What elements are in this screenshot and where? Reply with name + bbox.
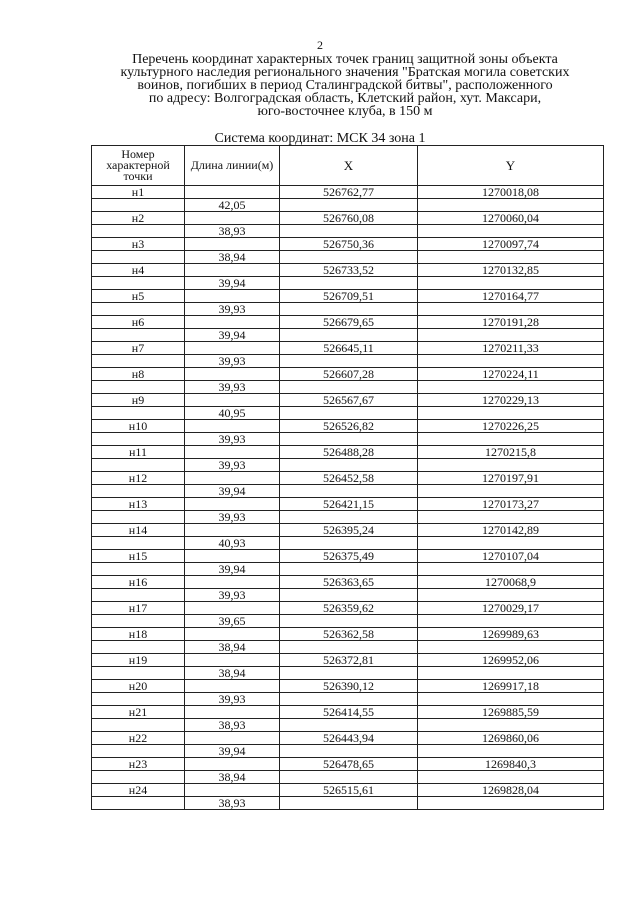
page-number: 2 bbox=[317, 38, 323, 52]
empty-y bbox=[418, 641, 604, 654]
empty-length bbox=[185, 342, 280, 355]
empty-y bbox=[418, 589, 604, 602]
empty-length bbox=[185, 368, 280, 381]
empty-y bbox=[418, 667, 604, 680]
empty-x bbox=[280, 433, 418, 446]
length-row bbox=[92, 589, 604, 602]
point-name: н11 bbox=[92, 446, 185, 459]
empty-length bbox=[185, 706, 280, 719]
point-name: н19 bbox=[92, 654, 185, 667]
point-y: 1269860,06 bbox=[418, 732, 604, 745]
line-length: 39,94 bbox=[185, 329, 280, 342]
point-row bbox=[92, 524, 604, 537]
empty-point bbox=[92, 485, 185, 498]
empty-point bbox=[92, 563, 185, 576]
point-name: н6 bbox=[92, 316, 185, 329]
point-y: 1270097,74 bbox=[418, 238, 604, 251]
point-y: 1269840,3 bbox=[418, 758, 604, 771]
point-row bbox=[92, 290, 604, 303]
length-row bbox=[92, 329, 604, 342]
empty-length bbox=[185, 628, 280, 641]
point-y: 1269828,04 bbox=[418, 784, 604, 797]
length-row bbox=[92, 355, 604, 368]
empty-y bbox=[418, 277, 604, 290]
point-name: н20 bbox=[92, 680, 185, 693]
empty-point bbox=[92, 277, 185, 290]
point-row bbox=[92, 784, 604, 797]
line-length: 39,93 bbox=[185, 589, 280, 602]
empty-x bbox=[280, 381, 418, 394]
empty-y bbox=[418, 251, 604, 264]
empty-point bbox=[92, 745, 185, 758]
empty-point bbox=[92, 381, 185, 394]
empty-y bbox=[418, 537, 604, 550]
empty-length bbox=[185, 550, 280, 563]
length-row bbox=[92, 771, 604, 784]
point-name: н22 bbox=[92, 732, 185, 745]
point-row bbox=[92, 576, 604, 589]
empty-length bbox=[185, 394, 280, 407]
empty-length bbox=[185, 680, 280, 693]
empty-length bbox=[185, 472, 280, 485]
empty-point bbox=[92, 719, 185, 732]
line-length: 39,94 bbox=[185, 277, 280, 290]
length-row bbox=[92, 537, 604, 550]
point-x: 526750,36 bbox=[280, 238, 418, 251]
length-row bbox=[92, 433, 604, 446]
empty-length bbox=[185, 602, 280, 615]
empty-x bbox=[280, 459, 418, 472]
title-line: по адресу: Волгоградская область, Клетский район, хут. Максари, bbox=[148, 91, 542, 106]
empty-point bbox=[92, 407, 185, 420]
point-row bbox=[92, 706, 604, 719]
empty-point bbox=[92, 199, 185, 212]
empty-point bbox=[92, 667, 185, 680]
point-row bbox=[92, 316, 604, 329]
length-row bbox=[92, 615, 604, 628]
point-y: 1270068,9 bbox=[418, 576, 604, 589]
point-row bbox=[92, 472, 604, 485]
point-row bbox=[92, 654, 604, 667]
line-length: 38,94 bbox=[185, 667, 280, 680]
point-x: 526515,61 bbox=[280, 784, 418, 797]
point-x: 526363,65 bbox=[280, 576, 418, 589]
point-name: н16 bbox=[92, 576, 185, 589]
point-x: 526526,82 bbox=[280, 420, 418, 433]
length-row bbox=[92, 407, 604, 420]
point-x: 526375,49 bbox=[280, 550, 418, 563]
empty-point bbox=[92, 797, 185, 810]
point-x: 526372,81 bbox=[280, 654, 418, 667]
empty-length bbox=[185, 290, 280, 303]
empty-y bbox=[418, 355, 604, 368]
point-x: 526390,12 bbox=[280, 680, 418, 693]
point-row bbox=[92, 420, 604, 433]
empty-x bbox=[280, 615, 418, 628]
empty-point bbox=[92, 303, 185, 316]
empty-y bbox=[418, 615, 604, 628]
point-row bbox=[92, 628, 604, 641]
empty-y bbox=[418, 381, 604, 394]
length-row bbox=[92, 485, 604, 498]
point-name: н23 bbox=[92, 758, 185, 771]
empty-point bbox=[92, 615, 185, 628]
length-row bbox=[92, 459, 604, 472]
point-x: 526762,77 bbox=[280, 186, 418, 199]
empty-x bbox=[280, 511, 418, 524]
empty-point bbox=[92, 433, 185, 446]
title-line: культурного наследия регионального значения "Братская могила советских bbox=[120, 65, 570, 80]
point-x: 526709,51 bbox=[280, 290, 418, 303]
length-row bbox=[92, 719, 604, 732]
empty-x bbox=[280, 719, 418, 732]
line-length: 39,93 bbox=[185, 303, 280, 316]
point-y: 1269989,63 bbox=[418, 628, 604, 641]
empty-length bbox=[185, 784, 280, 797]
empty-y bbox=[418, 459, 604, 472]
point-x: 526395,24 bbox=[280, 524, 418, 537]
point-row bbox=[92, 758, 604, 771]
point-row bbox=[92, 394, 604, 407]
length-row bbox=[92, 381, 604, 394]
empty-length bbox=[185, 238, 280, 251]
empty-length bbox=[185, 446, 280, 459]
empty-y bbox=[418, 433, 604, 446]
point-row bbox=[92, 212, 604, 225]
point-y: 1270229,13 bbox=[418, 394, 604, 407]
length-row bbox=[92, 277, 604, 290]
length-row bbox=[92, 693, 604, 706]
point-name: н21 bbox=[92, 706, 185, 719]
length-row bbox=[92, 745, 604, 758]
empty-x bbox=[280, 485, 418, 498]
empty-point bbox=[92, 511, 185, 524]
empty-length bbox=[185, 420, 280, 433]
point-row bbox=[92, 602, 604, 615]
empty-length bbox=[185, 498, 280, 511]
coordinate-system-label: Система координат: МСК 34 зона 1 bbox=[214, 131, 426, 146]
empty-x bbox=[280, 771, 418, 784]
header-length: Длина линии(м) bbox=[185, 146, 280, 186]
empty-length bbox=[185, 316, 280, 329]
empty-point bbox=[92, 355, 185, 368]
line-length: 39,93 bbox=[185, 511, 280, 524]
point-x: 526645,11 bbox=[280, 342, 418, 355]
point-row bbox=[92, 264, 604, 277]
point-row bbox=[92, 732, 604, 745]
empty-y bbox=[418, 485, 604, 498]
empty-point bbox=[92, 771, 185, 784]
empty-x bbox=[280, 355, 418, 368]
point-y: 1270018,08 bbox=[418, 186, 604, 199]
empty-y bbox=[418, 771, 604, 784]
length-row bbox=[92, 641, 604, 654]
point-y: 1270132,85 bbox=[418, 264, 604, 277]
title-line: юго-восточнее клуба, в 150 м bbox=[257, 104, 433, 119]
length-row bbox=[92, 251, 604, 264]
empty-length bbox=[185, 758, 280, 771]
point-name: н13 bbox=[92, 498, 185, 511]
line-length: 38,93 bbox=[185, 225, 280, 238]
empty-y bbox=[418, 199, 604, 212]
point-y: 1269952,06 bbox=[418, 654, 604, 667]
point-name: н10 bbox=[92, 420, 185, 433]
point-name: н12 bbox=[92, 472, 185, 485]
point-name: н1 bbox=[92, 186, 185, 199]
length-row bbox=[92, 199, 604, 212]
line-length: 42,05 bbox=[185, 199, 280, 212]
line-length: 39,65 bbox=[185, 615, 280, 628]
empty-x bbox=[280, 277, 418, 290]
title-line: Перечень координат характерных точек границ защитной зоны объекта bbox=[132, 52, 558, 67]
line-length: 38,94 bbox=[185, 771, 280, 784]
empty-y bbox=[418, 797, 604, 810]
point-row bbox=[92, 368, 604, 381]
point-y: 1270191,28 bbox=[418, 316, 604, 329]
empty-point bbox=[92, 329, 185, 342]
point-y: 1270211,33 bbox=[418, 342, 604, 355]
empty-y bbox=[418, 407, 604, 420]
empty-y bbox=[418, 745, 604, 758]
point-x: 526452,58 bbox=[280, 472, 418, 485]
point-y: 1269917,18 bbox=[418, 680, 604, 693]
point-y: 1270142,89 bbox=[418, 524, 604, 537]
point-name: н3 bbox=[92, 238, 185, 251]
point-name: н14 bbox=[92, 524, 185, 537]
point-name: н24 bbox=[92, 784, 185, 797]
empty-point bbox=[92, 225, 185, 238]
point-name: н2 bbox=[92, 212, 185, 225]
point-y: 1270060,04 bbox=[418, 212, 604, 225]
empty-length bbox=[185, 186, 280, 199]
empty-x bbox=[280, 641, 418, 654]
point-y: 1270173,27 bbox=[418, 498, 604, 511]
line-length: 40,95 bbox=[185, 407, 280, 420]
point-y: 1270226,25 bbox=[418, 420, 604, 433]
empty-length bbox=[185, 576, 280, 589]
document-title bbox=[95, 53, 595, 118]
line-length: 38,93 bbox=[185, 797, 280, 810]
empty-x bbox=[280, 303, 418, 316]
point-name: н15 bbox=[92, 550, 185, 563]
empty-x bbox=[280, 563, 418, 576]
line-length: 38,94 bbox=[185, 641, 280, 654]
empty-x bbox=[280, 537, 418, 550]
length-row bbox=[92, 303, 604, 316]
empty-point bbox=[92, 589, 185, 602]
point-name: н4 bbox=[92, 264, 185, 277]
point-y: 1270164,77 bbox=[418, 290, 604, 303]
point-y: 1270029,17 bbox=[418, 602, 604, 615]
line-length: 39,94 bbox=[185, 485, 280, 498]
point-row bbox=[92, 498, 604, 511]
empty-y bbox=[418, 225, 604, 238]
empty-x bbox=[280, 407, 418, 420]
empty-x bbox=[280, 693, 418, 706]
empty-length bbox=[185, 264, 280, 277]
point-row bbox=[92, 186, 604, 199]
length-row bbox=[92, 563, 604, 576]
empty-length bbox=[185, 212, 280, 225]
point-x: 526607,28 bbox=[280, 368, 418, 381]
empty-y bbox=[418, 719, 604, 732]
empty-point bbox=[92, 693, 185, 706]
line-length: 39,94 bbox=[185, 745, 280, 758]
table-body bbox=[92, 186, 604, 810]
point-x: 526733,52 bbox=[280, 264, 418, 277]
empty-y bbox=[418, 511, 604, 524]
coordinates-table bbox=[91, 145, 604, 810]
point-y: 1270197,91 bbox=[418, 472, 604, 485]
point-x: 526478,65 bbox=[280, 758, 418, 771]
empty-length bbox=[185, 654, 280, 667]
point-name: н5 bbox=[92, 290, 185, 303]
point-row bbox=[92, 680, 604, 693]
length-row bbox=[92, 225, 604, 238]
point-y: 1270107,04 bbox=[418, 550, 604, 563]
header-point: Номер характерной точки bbox=[92, 146, 185, 186]
empty-point bbox=[92, 537, 185, 550]
point-x: 526359,62 bbox=[280, 602, 418, 615]
point-name: н8 bbox=[92, 368, 185, 381]
point-x: 526679,65 bbox=[280, 316, 418, 329]
point-name: н17 bbox=[92, 602, 185, 615]
empty-point bbox=[92, 251, 185, 264]
line-length: 38,94 bbox=[185, 251, 280, 264]
point-y: 1270215,8 bbox=[418, 446, 604, 459]
line-length: 39,93 bbox=[185, 693, 280, 706]
line-length: 39,93 bbox=[185, 381, 280, 394]
empty-x bbox=[280, 797, 418, 810]
title-line: воинов, погибших в период Сталинградской битвы", расположенного bbox=[137, 78, 553, 93]
empty-x bbox=[280, 225, 418, 238]
empty-y bbox=[418, 303, 604, 316]
empty-length bbox=[185, 732, 280, 745]
empty-y bbox=[418, 563, 604, 576]
empty-x bbox=[280, 251, 418, 264]
point-x: 526567,67 bbox=[280, 394, 418, 407]
empty-x bbox=[280, 329, 418, 342]
point-name: н7 bbox=[92, 342, 185, 355]
line-length: 39,94 bbox=[185, 563, 280, 576]
point-x: 526421,15 bbox=[280, 498, 418, 511]
point-x: 526362,58 bbox=[280, 628, 418, 641]
empty-length bbox=[185, 524, 280, 537]
empty-x bbox=[280, 199, 418, 212]
point-row bbox=[92, 342, 604, 355]
point-row bbox=[92, 238, 604, 251]
length-row bbox=[92, 797, 604, 810]
empty-y bbox=[418, 693, 604, 706]
line-length: 39,93 bbox=[185, 355, 280, 368]
header-y: Y bbox=[418, 146, 604, 186]
point-row bbox=[92, 446, 604, 459]
point-y: 1270224,11 bbox=[418, 368, 604, 381]
point-y: 1269885,59 bbox=[418, 706, 604, 719]
point-x: 526760,08 bbox=[280, 212, 418, 225]
empty-x bbox=[280, 745, 418, 758]
line-length: 39,93 bbox=[185, 433, 280, 446]
point-name: н9 bbox=[92, 394, 185, 407]
empty-point bbox=[92, 459, 185, 472]
point-row bbox=[92, 550, 604, 563]
empty-x bbox=[280, 667, 418, 680]
header-x: X bbox=[280, 146, 418, 186]
line-length: 40,93 bbox=[185, 537, 280, 550]
line-length: 38,93 bbox=[185, 719, 280, 732]
length-row bbox=[92, 511, 604, 524]
point-x: 526443,94 bbox=[280, 732, 418, 745]
empty-x bbox=[280, 589, 418, 602]
empty-y bbox=[418, 329, 604, 342]
length-row bbox=[92, 667, 604, 680]
point-x: 526414,55 bbox=[280, 706, 418, 719]
point-name: н18 bbox=[92, 628, 185, 641]
empty-point bbox=[92, 641, 185, 654]
line-length: 39,93 bbox=[185, 459, 280, 472]
point-x: 526488,28 bbox=[280, 446, 418, 459]
